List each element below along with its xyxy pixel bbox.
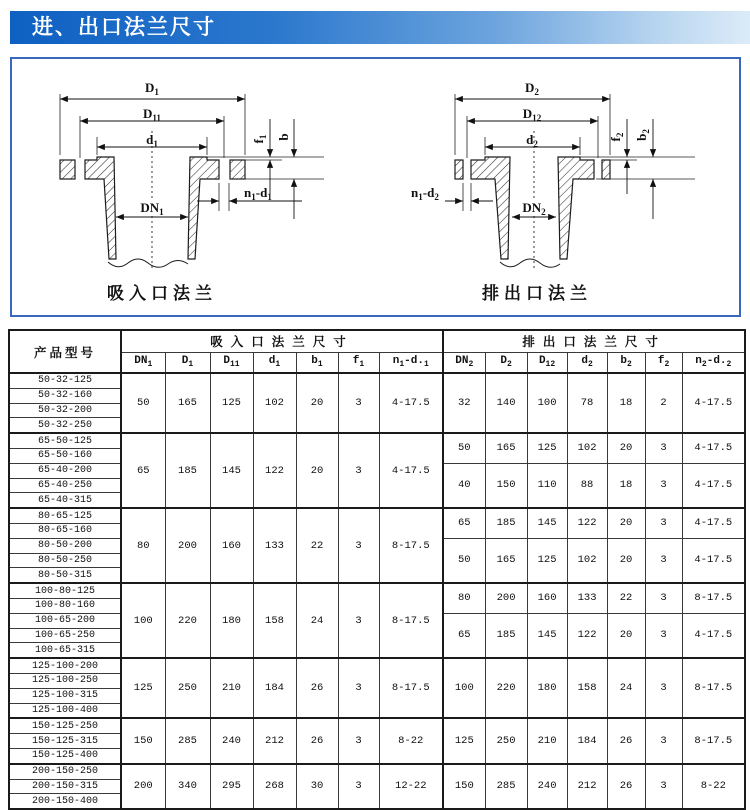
section-header-suction: 吸入口法兰尺寸 xyxy=(121,330,443,352)
dim-label-n1-d2: $n_1-d_2$ xyxy=(411,185,439,202)
model-cell: 80-50-200 xyxy=(9,538,121,553)
suction-value-cell: 50 xyxy=(121,373,165,433)
dim-label-dn1: $DN_1$ xyxy=(140,200,164,217)
discharge-value-cell: 50 xyxy=(443,433,485,463)
model-cell: 50-32-125 xyxy=(9,373,121,388)
discharge-value-cell: 24 xyxy=(607,658,645,718)
discharge-value-cell: 122 xyxy=(567,508,607,538)
model-cell: 65-40-250 xyxy=(9,478,121,493)
model-cell: 100-80-160 xyxy=(9,598,121,613)
suction-value-cell: 340 xyxy=(165,764,210,809)
section-header-discharge: 排出口法兰尺寸 xyxy=(443,330,745,352)
discharge-value-cell: 140 xyxy=(485,373,527,433)
suction-value-cell: 8-17.5 xyxy=(379,583,443,658)
discharge-value-cell: 65 xyxy=(443,508,485,538)
discharge-value-cell: 100 xyxy=(443,658,485,718)
suction-value-cell: 4-17.5 xyxy=(379,433,443,508)
discharge-value-cell: 145 xyxy=(527,508,567,538)
flange-hub-right xyxy=(558,157,594,259)
column-header-n2-d2: $n_2-d._2$ xyxy=(682,352,745,373)
model-cell: 125-100-250 xyxy=(9,673,121,688)
discharge-value-cell: 65 xyxy=(443,613,485,658)
column-header-d2-small: $d_2$ xyxy=(567,352,607,373)
pipe-break-line xyxy=(108,259,188,267)
dim-label-n1-d1: $n_1-d_1$ xyxy=(244,185,272,202)
column-header-b1: $b_1$ xyxy=(296,352,338,373)
discharge-value-cell: 88 xyxy=(567,463,607,508)
suction-flange-caption: 吸入口法兰 xyxy=(107,284,217,304)
discharge-value-cell: 200 xyxy=(485,583,527,613)
suction-value-cell: 3 xyxy=(338,508,379,583)
model-cell: 65-40-315 xyxy=(9,493,121,508)
discharge-value-cell: 8-17.5 xyxy=(682,658,745,718)
discharge-value-cell: 8-22 xyxy=(682,764,745,809)
column-header-dn2: $DN_2$ xyxy=(443,352,485,373)
flange-ring-right xyxy=(230,160,245,179)
discharge-value-cell: 4-17.5 xyxy=(682,508,745,538)
discharge-value-cell: 220 xyxy=(485,658,527,718)
discharge-value-cell: 240 xyxy=(527,764,567,809)
suction-value-cell: 122 xyxy=(253,433,296,508)
table-row xyxy=(9,764,745,779)
discharge-value-cell: 4-17.5 xyxy=(682,463,745,508)
column-header-model: 产品型号 xyxy=(9,330,121,373)
discharge-value-cell: 285 xyxy=(485,764,527,809)
model-cell: 100-80-125 xyxy=(9,583,121,598)
discharge-value-cell: 78 xyxy=(567,373,607,433)
suction-value-cell: 180 xyxy=(210,583,253,658)
suction-value-cell: 220 xyxy=(165,583,210,658)
discharge-value-cell: 125 xyxy=(443,718,485,763)
suction-value-cell: 3 xyxy=(338,718,379,763)
suction-value-cell: 184 xyxy=(253,658,296,718)
discharge-value-cell: 122 xyxy=(567,613,607,658)
table-row xyxy=(9,508,745,523)
discharge-value-cell: 50 xyxy=(443,538,485,583)
dim-label-b: b xyxy=(276,133,291,141)
discharge-value-cell: 8-17.5 xyxy=(682,718,745,763)
model-cell: 200-150-315 xyxy=(9,779,121,794)
discharge-value-cell: 18 xyxy=(607,463,645,508)
model-cell: 80-50-250 xyxy=(9,553,121,568)
discharge-value-cell: 185 xyxy=(485,508,527,538)
suction-value-cell: 8-17.5 xyxy=(379,508,443,583)
discharge-value-cell: 165 xyxy=(485,433,527,463)
discharge-flange-caption: 排出口法兰 xyxy=(482,284,592,304)
discharge-value-cell: 4-17.5 xyxy=(682,373,745,433)
table-row xyxy=(9,373,745,388)
discharge-value-cell: 3 xyxy=(645,764,682,809)
model-cell: 125-100-315 xyxy=(9,688,121,703)
column-header-n1-d1: $n_1-d._1$ xyxy=(379,352,443,373)
discharge-value-cell: 212 xyxy=(567,764,607,809)
suction-value-cell: 285 xyxy=(165,718,210,763)
dim-label-f1: $f_1$ xyxy=(251,134,268,144)
column-header-f2: $f_2$ xyxy=(645,352,682,373)
discharge-value-cell: 150 xyxy=(485,463,527,508)
discharge-value-cell: 210 xyxy=(527,718,567,763)
model-cell: 80-50-315 xyxy=(9,568,121,583)
model-cell: 200-150-250 xyxy=(9,764,121,779)
suction-value-cell: 160 xyxy=(210,508,253,583)
discharge-value-cell: 26 xyxy=(607,764,645,809)
model-cell: 80-65-125 xyxy=(9,508,121,523)
discharge-value-cell: 20 xyxy=(607,508,645,538)
suction-value-cell: 210 xyxy=(210,658,253,718)
discharge-value-cell: 80 xyxy=(443,583,485,613)
discharge-value-cell: 4-17.5 xyxy=(682,613,745,658)
model-cell: 125-100-400 xyxy=(9,703,121,718)
suction-value-cell: 125 xyxy=(210,373,253,433)
discharge-value-cell: 20 xyxy=(607,613,645,658)
suction-value-cell: 102 xyxy=(253,373,296,433)
discharge-value-cell: 184 xyxy=(567,718,607,763)
suction-value-cell: 8-22 xyxy=(379,718,443,763)
model-cell: 100-65-250 xyxy=(9,628,121,643)
discharge-value-cell: 3 xyxy=(645,613,682,658)
suction-value-cell: 295 xyxy=(210,764,253,809)
suction-value-cell: 80 xyxy=(121,508,165,583)
dim-label-d2-face: $d_2$ xyxy=(526,132,538,149)
discharge-value-cell: 4-17.5 xyxy=(682,538,745,583)
dim-label-f2: $f_2$ xyxy=(608,132,625,142)
suction-value-cell: 212 xyxy=(253,718,296,763)
column-header-f1: $f_1$ xyxy=(338,352,379,373)
dim-label-d1-face: $d_1$ xyxy=(146,132,158,149)
title-banner xyxy=(10,11,750,44)
model-cell: 50-32-200 xyxy=(9,403,121,418)
suction-value-cell: 24 xyxy=(296,583,338,658)
model-cell: 150-125-315 xyxy=(9,734,121,749)
discharge-value-cell: 110 xyxy=(527,463,567,508)
suction-value-cell: 133 xyxy=(253,508,296,583)
discharge-value-cell: 102 xyxy=(567,433,607,463)
discharge-value-cell: 3 xyxy=(645,658,682,718)
table-row xyxy=(9,718,745,733)
column-header-dn1: $DN_1$ xyxy=(121,352,165,373)
suction-value-cell: 65 xyxy=(121,433,165,508)
suction-value-cell: 250 xyxy=(165,658,210,718)
suction-value-cell: 240 xyxy=(210,718,253,763)
discharge-value-cell: 158 xyxy=(567,658,607,718)
suction-value-cell: 268 xyxy=(253,764,296,809)
pipe-break-line xyxy=(500,259,560,267)
discharge-value-cell: 133 xyxy=(567,583,607,613)
flange-ring-left xyxy=(455,160,463,179)
suction-value-cell: 26 xyxy=(296,718,338,763)
suction-flange-diagram xyxy=(12,59,375,311)
suction-value-cell: 3 xyxy=(338,433,379,508)
suction-value-cell: 8-17.5 xyxy=(379,658,443,718)
dim-label-d11: $D_{11}$ xyxy=(143,106,161,123)
flange-hub-right xyxy=(188,157,219,259)
suction-value-cell: 3 xyxy=(338,373,379,433)
flange-diagram-panel xyxy=(10,57,741,317)
suction-value-cell: 145 xyxy=(210,433,253,508)
discharge-value-cell: 3 xyxy=(645,538,682,583)
discharge-value-cell: 3 xyxy=(645,463,682,508)
dim-label-dn2: $DN_2$ xyxy=(522,200,546,217)
model-cell: 65-40-200 xyxy=(9,463,121,478)
model-cell: 50-32-250 xyxy=(9,418,121,433)
model-cell: 100-65-315 xyxy=(9,643,121,658)
suction-value-cell: 12-22 xyxy=(379,764,443,809)
model-cell: 80-65-160 xyxy=(9,523,121,538)
discharge-value-cell: 8-17.5 xyxy=(682,583,745,613)
column-header-d2: $D_2$ xyxy=(485,352,527,373)
suction-value-cell: 158 xyxy=(253,583,296,658)
suction-value-cell: 30 xyxy=(296,764,338,809)
model-cell: 50-32-160 xyxy=(9,388,121,403)
flange-ring-right xyxy=(602,160,610,179)
suction-value-cell: 3 xyxy=(338,658,379,718)
discharge-value-cell: 250 xyxy=(485,718,527,763)
suction-value-cell: 185 xyxy=(165,433,210,508)
flange-hub-left xyxy=(85,157,116,259)
discharge-value-cell: 3 xyxy=(645,433,682,463)
suction-value-cell: 150 xyxy=(121,718,165,763)
model-cell: 65-50-125 xyxy=(9,433,121,448)
suction-value-cell: 3 xyxy=(338,764,379,809)
discharge-value-cell: 3 xyxy=(645,508,682,538)
dim-label-b2: $b_2$ xyxy=(634,129,651,141)
model-cell: 150-125-400 xyxy=(9,748,121,763)
flange-dimension-table xyxy=(8,329,746,810)
suction-value-cell: 20 xyxy=(296,433,338,508)
discharge-value-cell: 3 xyxy=(645,718,682,763)
discharge-value-cell: 2 xyxy=(645,373,682,433)
discharge-value-cell: 165 xyxy=(485,538,527,583)
suction-value-cell: 22 xyxy=(296,508,338,583)
suction-value-cell: 3 xyxy=(338,583,379,658)
suction-value-cell: 165 xyxy=(165,373,210,433)
discharge-value-cell: 20 xyxy=(607,538,645,583)
suction-value-cell: 20 xyxy=(296,373,338,433)
column-header-d11: $D_{11}$ xyxy=(210,352,253,373)
table-row xyxy=(9,658,745,673)
discharge-value-cell: 18 xyxy=(607,373,645,433)
dim-label-d12: $D_{12}$ xyxy=(522,106,542,123)
model-cell: 100-65-200 xyxy=(9,613,121,628)
dimension-table-wrap xyxy=(8,329,746,810)
dim-label-d2-outer: $D_2$ xyxy=(525,80,539,97)
suction-value-cell: 200 xyxy=(121,764,165,809)
flange-ring-left xyxy=(60,160,75,179)
discharge-value-cell: 160 xyxy=(527,583,567,613)
suction-value-cell: 125 xyxy=(121,658,165,718)
discharge-value-cell: 125 xyxy=(527,538,567,583)
column-header-d1: $D_1$ xyxy=(165,352,210,373)
discharge-value-cell: 4-17.5 xyxy=(682,433,745,463)
discharge-value-cell: 32 xyxy=(443,373,485,433)
dim-label-d1-outer: $D_1$ xyxy=(145,80,159,97)
model-cell: 150-125-250 xyxy=(9,718,121,733)
discharge-value-cell: 150 xyxy=(443,764,485,809)
suction-value-cell: 26 xyxy=(296,658,338,718)
discharge-value-cell: 40 xyxy=(443,463,485,508)
discharge-value-cell: 180 xyxy=(527,658,567,718)
discharge-value-cell: 145 xyxy=(527,613,567,658)
suction-value-cell: 100 xyxy=(121,583,165,658)
column-header-d12: $D_{12}$ xyxy=(527,352,567,373)
table-row xyxy=(9,433,745,448)
discharge-value-cell: 100 xyxy=(527,373,567,433)
table-row xyxy=(9,583,745,598)
suction-value-cell: 4-17.5 xyxy=(379,373,443,433)
suction-value-cell: 200 xyxy=(165,508,210,583)
discharge-value-cell: 22 xyxy=(607,583,645,613)
column-header-b2: $b_2$ xyxy=(607,352,645,373)
discharge-value-cell: 20 xyxy=(607,433,645,463)
model-cell: 200-150-400 xyxy=(9,794,121,809)
discharge-value-cell: 3 xyxy=(645,583,682,613)
flange-hub-left xyxy=(471,157,510,259)
discharge-value-cell: 185 xyxy=(485,613,527,658)
discharge-flange-diagram xyxy=(375,59,738,311)
discharge-value-cell: 102 xyxy=(567,538,607,583)
discharge-value-cell: 26 xyxy=(607,718,645,763)
model-cell: 125-100-200 xyxy=(9,658,121,673)
discharge-value-cell: 125 xyxy=(527,433,567,463)
model-cell: 65-50-160 xyxy=(9,448,121,463)
page-title: 进、出口法兰尺寸 xyxy=(32,16,216,39)
column-header-d1-small: $d_1$ xyxy=(253,352,296,373)
